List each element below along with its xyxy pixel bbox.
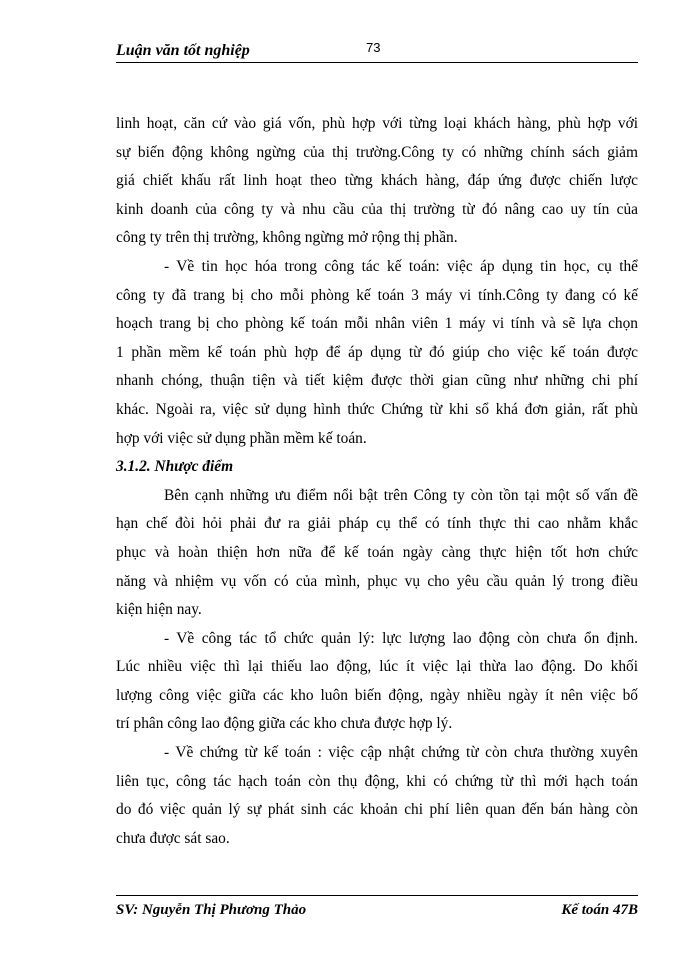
text-line: phục và hoàn thiện hơn nữa để kế toán ngày càng thực hiện tốt hơn chức xyxy=(116,543,638,561)
page-header xyxy=(116,38,638,64)
text-line: khác. Ngoài ra, việc sử dụng hình thức Chứng từ khi sổ khá đơn giản, rất phù xyxy=(116,400,638,418)
text-line: Bên cạnh những ưu điểm nổi bật trên Công ty còn tồn tại một số vấn đề xyxy=(164,486,638,504)
page-number: 73 xyxy=(366,40,381,55)
text-line: Lúc nhiều việc thì lại thiếu lao động, lúc ít việc lại thừa lao động. Do khối xyxy=(116,658,638,676)
text-line: kiện hiện nay. xyxy=(116,601,202,619)
section-heading: 3.1.2. Nhược điểm xyxy=(116,458,234,476)
text-line: linh hoạt, căn cứ vào giá vốn, phù hợp với từng loại khách hàng, phù hợp với xyxy=(116,115,638,132)
text-line: do đó việc quản lý sự phát sinh các khoản chi phí liên quan đến bán hàng còn xyxy=(116,801,638,819)
text-line: chưa được sát sao. xyxy=(116,829,230,847)
text-line: công ty trên thị trường, không ngừng mở rộng thị phần. xyxy=(116,229,458,247)
text-line: công ty đã trang bị cho mỗi phòng kế toán 3 máy vi tính.Công ty đang có kế xyxy=(116,286,638,304)
text-line: hạn chế đòi hỏi phải đư ra giải pháp cụ thể có tính thực thi cao nhằm khắc xyxy=(116,515,638,533)
text-line: lượng công việc giữa các kho luôn biến động, ngày nhiều ngày ít nên việc bố xyxy=(116,686,638,704)
text-line: - Về chứng từ kế toán : việc cập nhật chứng từ còn chưa thường xuyên xyxy=(164,744,638,762)
text-line: hoạch trang bị cho phòng kế toán mỗi nhân viên 1 máy vi tính và sẽ lựa chọn xyxy=(116,315,638,333)
text-line: liên tục, công tác hạch toán còn thụ động, khi có chứng từ thì mới hạch toán xyxy=(116,772,638,790)
text-line: - Về tin học hóa trong công tác kế toán: việc áp dụng tin học, cụ thể xyxy=(164,257,638,275)
text-line: trí phân công lao động giữa các kho chưa được hợp lý. xyxy=(116,715,453,733)
footer-class: Kế toán 47B xyxy=(561,902,638,918)
text-line: giá chiết khấu rất linh hoạt theo từng khách hàng, đáp ứng được chiến lược xyxy=(116,172,638,190)
text-line: hợp với việc sử dụng phần mềm kế toán. xyxy=(116,429,367,447)
footer-rule xyxy=(116,895,638,896)
text-line: 1 phần mềm kế toán phù hợp để áp dụng từ đó giúp cho việc kế toán được xyxy=(116,343,638,361)
text-line: năng và nhiệm vụ vốn có của mình, phục vụ cho yêu cầu quản lý trong điều xyxy=(116,572,638,590)
header-rule xyxy=(116,62,638,63)
footer-author: SV: Nguyễn Thị Phương Thảo xyxy=(116,902,307,918)
body-text xyxy=(116,110,638,853)
header-title: Luận văn tốt nghiệp xyxy=(116,42,250,59)
text-line: nhanh chóng, thuận tiện và tiết kiệm được thời gian cũng như những chi phí xyxy=(116,372,638,390)
text-line: sự biến động không ngừng của thị trường.Công ty có những chính sách giảm xyxy=(116,143,638,161)
text-line: kinh doanh của công ty và nhu cầu của thị trường từ đó nâng cao uy tín của xyxy=(116,200,638,218)
text-line: - Về công tác tổ chức quản lý: lực lượng lao động còn chưa ổn định. xyxy=(164,629,638,647)
page-footer xyxy=(116,900,638,924)
